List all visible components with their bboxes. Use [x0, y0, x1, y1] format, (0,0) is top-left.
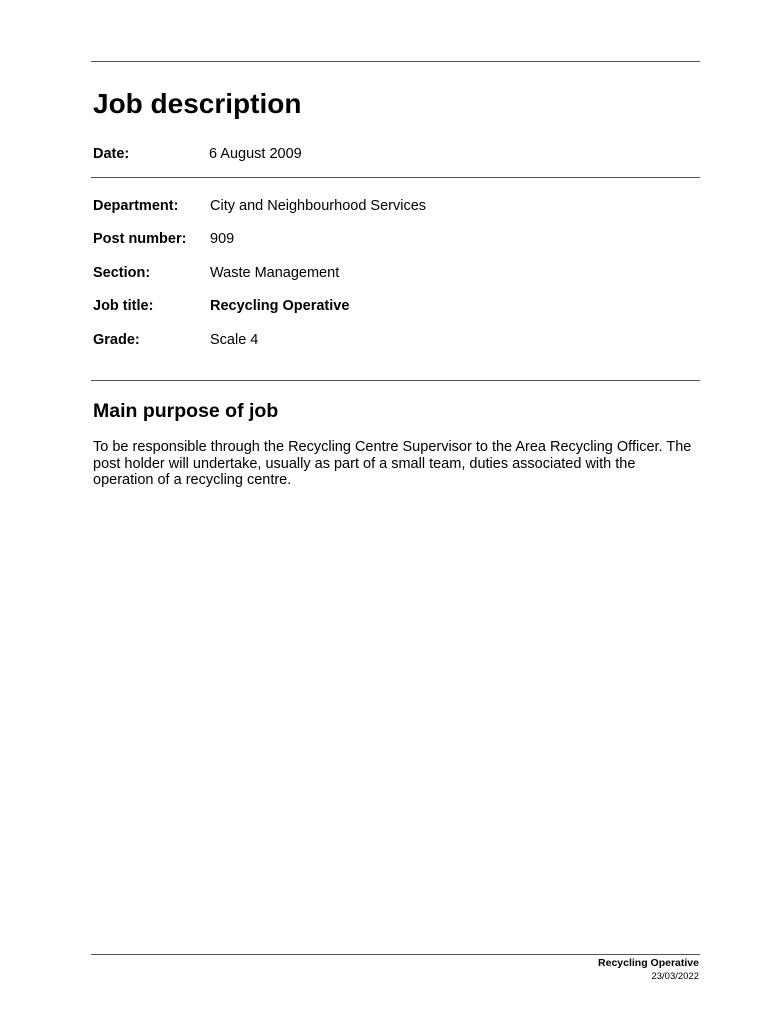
section-value: Waste Management [210, 265, 340, 281]
footer-date: 23/03/2022 [651, 971, 699, 982]
department-label: Department: [93, 198, 179, 214]
footer-title: Recycling Operative [598, 957, 699, 969]
date-label: Date: [93, 146, 130, 162]
post-number-value: 909 [210, 231, 235, 247]
footer-divider [91, 954, 700, 955]
section-label: Section: [93, 265, 151, 281]
page-footer [598, 957, 699, 983]
post-number-label: Post number: [93, 231, 187, 247]
top-divider [91, 61, 700, 62]
details-divider [91, 380, 700, 381]
department-value: City and Neighbourhood Services [210, 198, 427, 214]
job-title-label: Job title: [93, 298, 154, 314]
date-value: 6 August 2009 [209, 146, 302, 162]
main-purpose-heading: Main purpose of job [93, 400, 279, 422]
page-title: Job description [93, 88, 302, 119]
main-purpose-text: To be responsible through the Recycling Centre Supervisor to the Area Recycling Officer. The post holder will undertake, usually as part of a small team, duties associated with the operation of a recycling centre. [93, 439, 692, 488]
job-title-value: Recycling Operative [210, 298, 350, 314]
grade-label: Grade: [93, 332, 140, 348]
date-divider [91, 177, 700, 178]
grade-value: Scale 4 [210, 332, 259, 348]
